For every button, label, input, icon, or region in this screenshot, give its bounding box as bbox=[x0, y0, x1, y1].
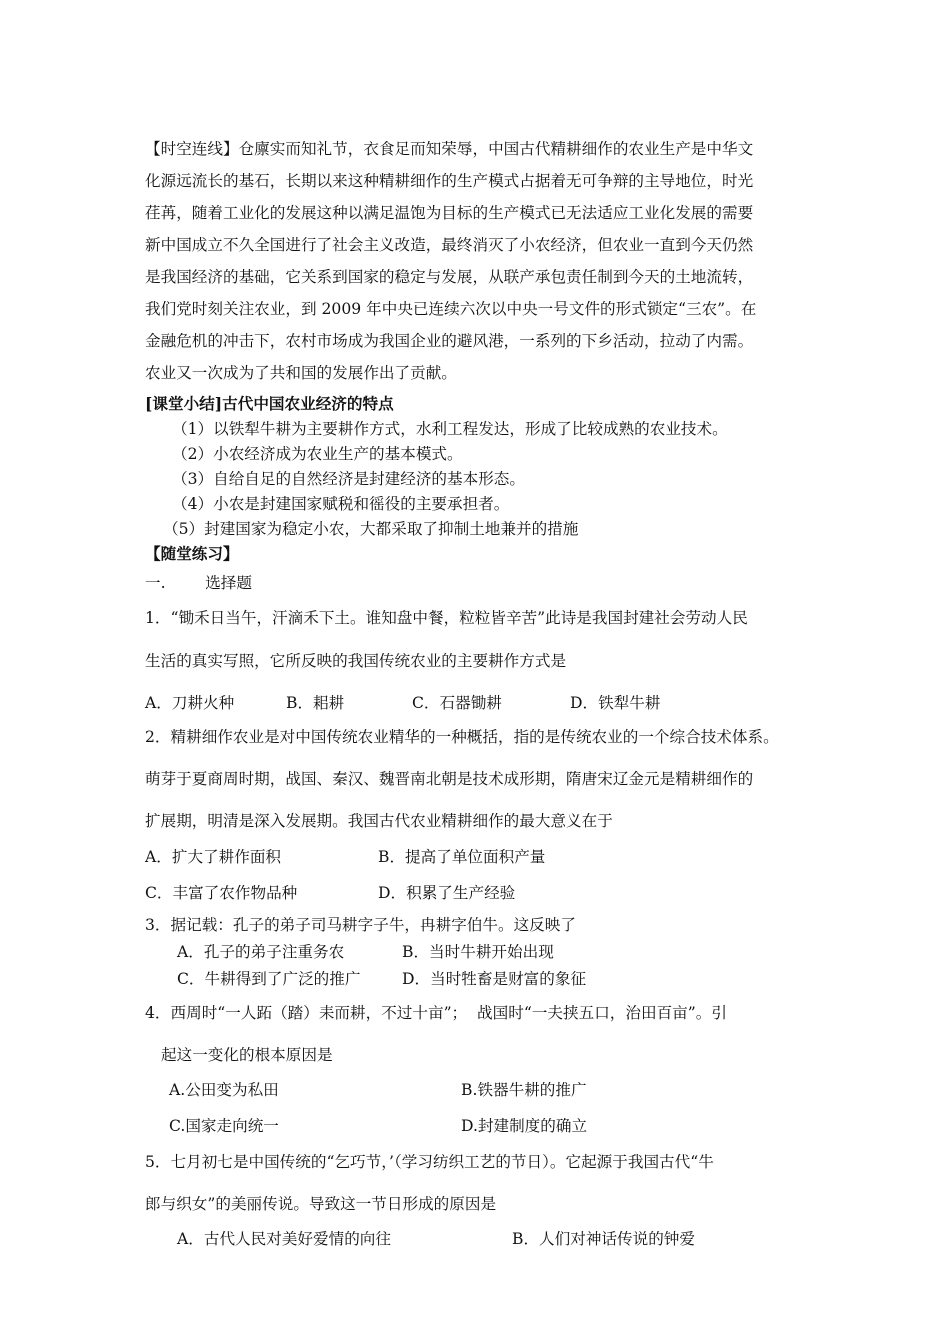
intro-line: 【时空连线】仓廪实而知礼节，衣食足而知荣辱，中国古代精耕细作的农业生产是中华文 bbox=[145, 140, 754, 158]
question-2-line: 萌芽于夏商周时期，战国、秦汉、魏晋南北朝是技术成形期，隋唐宋辽金元是精耕细作的 bbox=[145, 770, 754, 788]
question-2-line: 扩展期，明清是深入发展期。我国古代农业精耕细作的最大意义在于 bbox=[145, 812, 613, 830]
q1-option-d: D．铁犁牛耕 bbox=[570, 694, 661, 712]
q1-option-c: C．石器锄耕 bbox=[412, 694, 502, 712]
q3-option-a: A．孔子的弟子注重务农 bbox=[177, 943, 345, 961]
intro-line: 化源远流长的基石，长期以来这种精耕细作的生产模式占据着无可争辩的主导地位，时光 bbox=[145, 172, 754, 190]
q4-option-c: C.国家走向统一 bbox=[169, 1117, 279, 1135]
question-1-line: 1．“锄禾日当午，汗滴禾下土。谁知盘中餐，粒粒皆辛苦”此诗是我国封建社会劳动人民 bbox=[145, 609, 748, 627]
question-5-line: 郎与织女”的美丽传说。导致这一节日形成的原因是 bbox=[145, 1195, 497, 1213]
q4-option-d: D.封建制度的确立 bbox=[461, 1117, 588, 1135]
q3-option-c: C．牛耕得到了广泛的推广 bbox=[177, 970, 361, 988]
intro-line: 荏苒，随着工业化的发展这种以满足温饱为目标的生产模式已无法适应工业化发展的需要 bbox=[145, 204, 754, 222]
q3-option-b: B．当时牛耕开始出现 bbox=[402, 943, 554, 961]
q4-option-a: A.公田变为私田 bbox=[169, 1081, 279, 1099]
question-1-line: 生活的真实写照，它所反映的我国传统农业的主要耕作方式是 bbox=[145, 652, 567, 670]
intro-line: 金融危机的冲击下，农村市场成为我国企业的避风港，一系列的下乡活动，拉动了内需。 bbox=[145, 332, 754, 350]
question-3-line: 3．据记载：孔子的弟子司马耕字子牛，冉耕字伯牛。这反映了 bbox=[145, 916, 576, 934]
summary-heading: [课堂小结]古代中国农业经济的特点 bbox=[145, 394, 394, 413]
intro-line: 我们党时刻关注农业，到 2009 年中央已连续六次以中央一号文件的形式锁定“三农”。在 bbox=[145, 300, 757, 318]
q2-option-a: A．扩大了耕作面积 bbox=[145, 848, 282, 866]
intro-line: 新中国成立不久全国进行了社会主义改造，最终消灭了小农经济，但农业一直到今天仍然 bbox=[145, 236, 754, 254]
question-4-line: 4．西周时“一人跖（踏）耒而耕，不过十亩”； 战国时“一夫挟五口，治田百亩”。引 bbox=[145, 1004, 727, 1022]
q5-option-a: A．古代人民对美好爱情的向往 bbox=[177, 1230, 391, 1248]
q2-option-b: B．提高了单位面积产量 bbox=[378, 848, 546, 866]
question-4-line: 起这一变化的根本原因是 bbox=[161, 1046, 333, 1064]
question-5-line: 5．七月初七是中国传统的“乞巧节，’（学习纺织工艺的节日）。它起源于我国古代“牛 bbox=[145, 1153, 714, 1171]
q2-option-d: D．积累了生产经验 bbox=[378, 884, 516, 902]
summary-item: （2）小农经济成为农业生产的基本模式。 bbox=[172, 445, 463, 463]
summary-item: （4）小农是封建国家赋税和徭役的主要承担者。 bbox=[172, 495, 510, 513]
practice-heading: 【随堂练习】 bbox=[145, 544, 239, 563]
q1-option-a: A．刀耕火种 bbox=[145, 694, 235, 712]
question-2-line: 2．精耕细作农业是对中国传统农业精华的一种概括，指的是传统农业的一个综合技术体系。 bbox=[145, 728, 779, 746]
q1-option-b: B．耜耕 bbox=[286, 694, 345, 712]
intro-line: 农业又一次成为了共和国的发展作出了贡献。 bbox=[145, 364, 457, 382]
summary-item: （3）自给自足的自然经济是封建经济的基本形态。 bbox=[172, 470, 525, 488]
section-title: 一. 选择题 bbox=[145, 574, 252, 592]
q4-option-b: B.铁器牛耕的推广 bbox=[461, 1081, 587, 1099]
intro-line: 是我国经济的基础，它关系到国家的稳定与发展，从联产承包责任制到今天的土地流转， bbox=[145, 268, 754, 286]
q2-option-c: C．丰富了农作物品种 bbox=[145, 884, 298, 902]
q5-option-b: B．人们对神话传说的钟爱 bbox=[512, 1230, 695, 1248]
summary-item: （1）以铁犁牛耕为主要耕作方式，水利工程发达，形成了比较成熟的农业技术。 bbox=[172, 420, 728, 438]
q3-option-d: D．当时牲畜是财富的象征 bbox=[402, 970, 587, 988]
summary-item: （5）封建国家为稳定小农，大都采取了抑制土地兼并的措施 bbox=[163, 520, 579, 538]
